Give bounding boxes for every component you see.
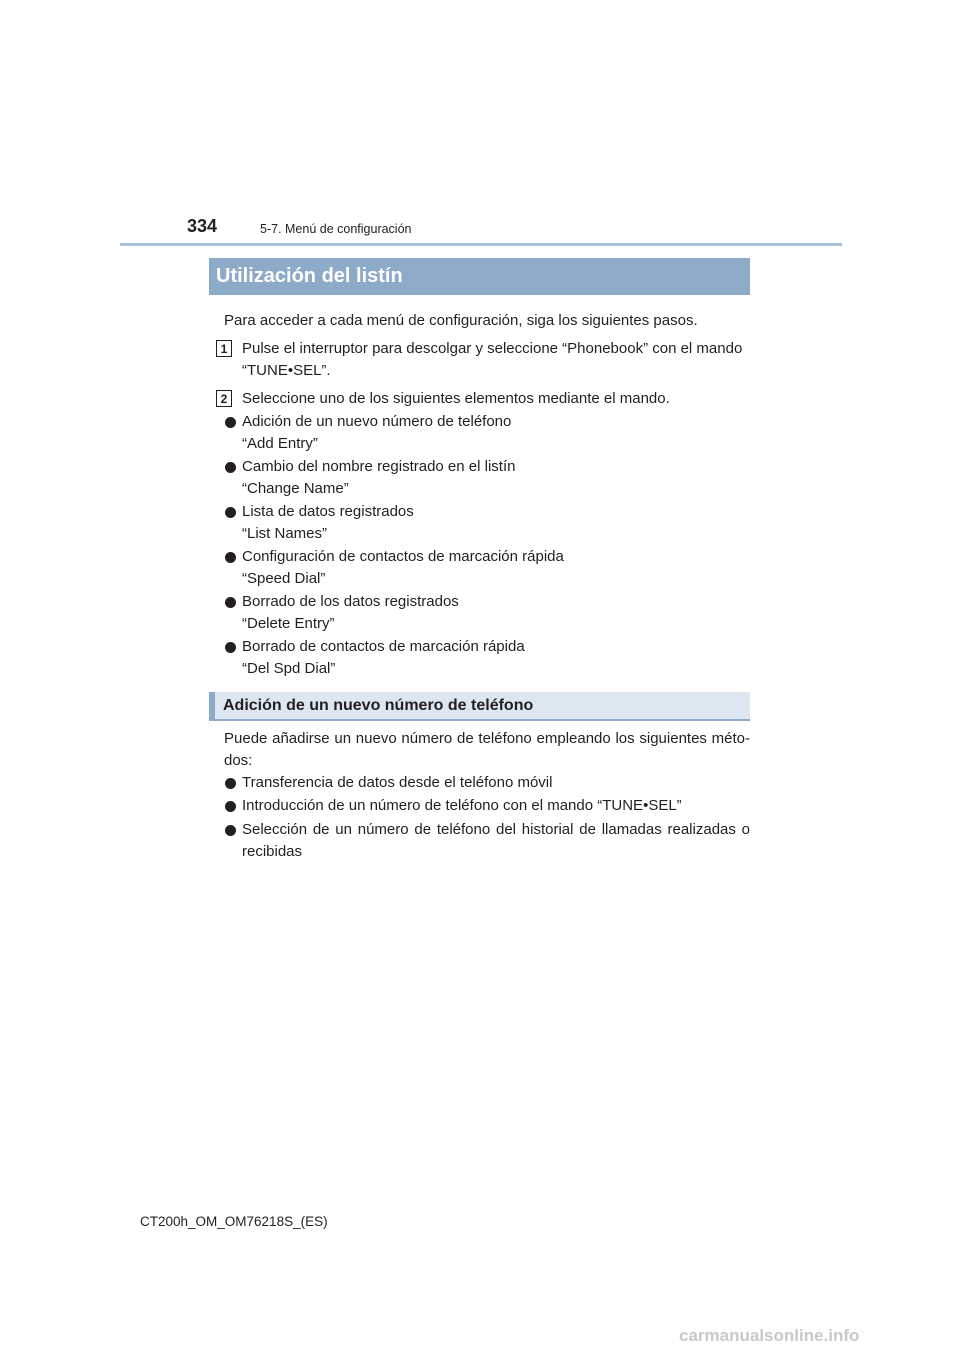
section-path: 5-7. Menú de configuración — [260, 222, 412, 236]
page-header — [120, 214, 842, 246]
menu-item-label: “Delete Entry” — [242, 615, 335, 632]
step-number-2: 2 — [216, 390, 232, 407]
menu-item-label: “List Names” — [242, 525, 328, 542]
bullet-icon — [225, 778, 236, 789]
watermark: carmanualsonline.info — [679, 1326, 860, 1345]
section-title: Utilización del listín — [209, 258, 750, 295]
bullet-icon — [225, 801, 236, 812]
menu-item-description: Adición de un nuevo número de teléfono — [242, 413, 512, 430]
menu-item-label: “Speed Dial” — [242, 570, 326, 587]
step-1-line-1: Pulse el interruptor para descolgar y seleccione “Phonebook” con el mando — [242, 340, 743, 357]
menu-item-label: “Del Spd Dial” — [242, 660, 336, 677]
intro-text: Para acceder a cada menú de configuración, siga los siguientes pasos. — [224, 312, 698, 329]
menu-item-description: Cambio del nombre registrado en el listín — [242, 458, 516, 475]
step-1-text — [242, 338, 750, 382]
subsection-paragraph: Puede añadirse un nuevo número de teléfono empleando los siguientes méto-dos: — [224, 730, 750, 769]
bullet-icon — [225, 597, 236, 608]
bullet-icon — [225, 825, 236, 836]
method-item: Transferencia de datos desde el teléfono móvil — [242, 774, 553, 791]
bullet-icon — [225, 417, 236, 428]
bullet-icon — [225, 462, 236, 473]
menu-item-label: “Change Name” — [242, 480, 349, 497]
step-number-1: 1 — [216, 340, 232, 357]
footer-code: CT200h_OM_OM76218S_(ES) — [140, 1214, 328, 1229]
menu-item-delete-entry — [242, 591, 750, 635]
menu-item-speed-dial — [242, 546, 750, 590]
subsection-title: Adición de un nuevo número de teléfono — [209, 692, 750, 721]
menu-item-label: “Add Entry” — [242, 435, 318, 452]
bullet-icon — [225, 642, 236, 653]
method-item: Selección de un número de teléfono del historial de llamadas realizadas o recibidas — [242, 821, 750, 860]
menu-item-description: Configuración de contactos de marcación rápida — [242, 548, 564, 565]
method-item: Introducción de un número de teléfono con el mando “TUNE•SEL” — [242, 797, 682, 814]
page-number: 334 — [187, 216, 218, 236]
step-2-text: Seleccione uno de los siguientes elementos mediante el mando. — [242, 390, 670, 407]
step-1-line-2: “TUNE•SEL”. — [242, 362, 331, 379]
menu-item-description: Borrado de contactos de marcación rápida — [242, 638, 525, 655]
bullet-icon — [225, 552, 236, 563]
menu-item-description: Lista de datos registrados — [242, 503, 414, 520]
menu-item-description: Borrado de los datos registrados — [242, 593, 459, 610]
menu-item-list-names — [242, 501, 750, 545]
bullet-icon — [225, 507, 236, 518]
header-rule — [120, 243, 842, 246]
menu-item-del-spd-dial — [242, 636, 750, 680]
menu-item-add-entry — [242, 411, 750, 455]
menu-item-change-name — [242, 456, 750, 500]
